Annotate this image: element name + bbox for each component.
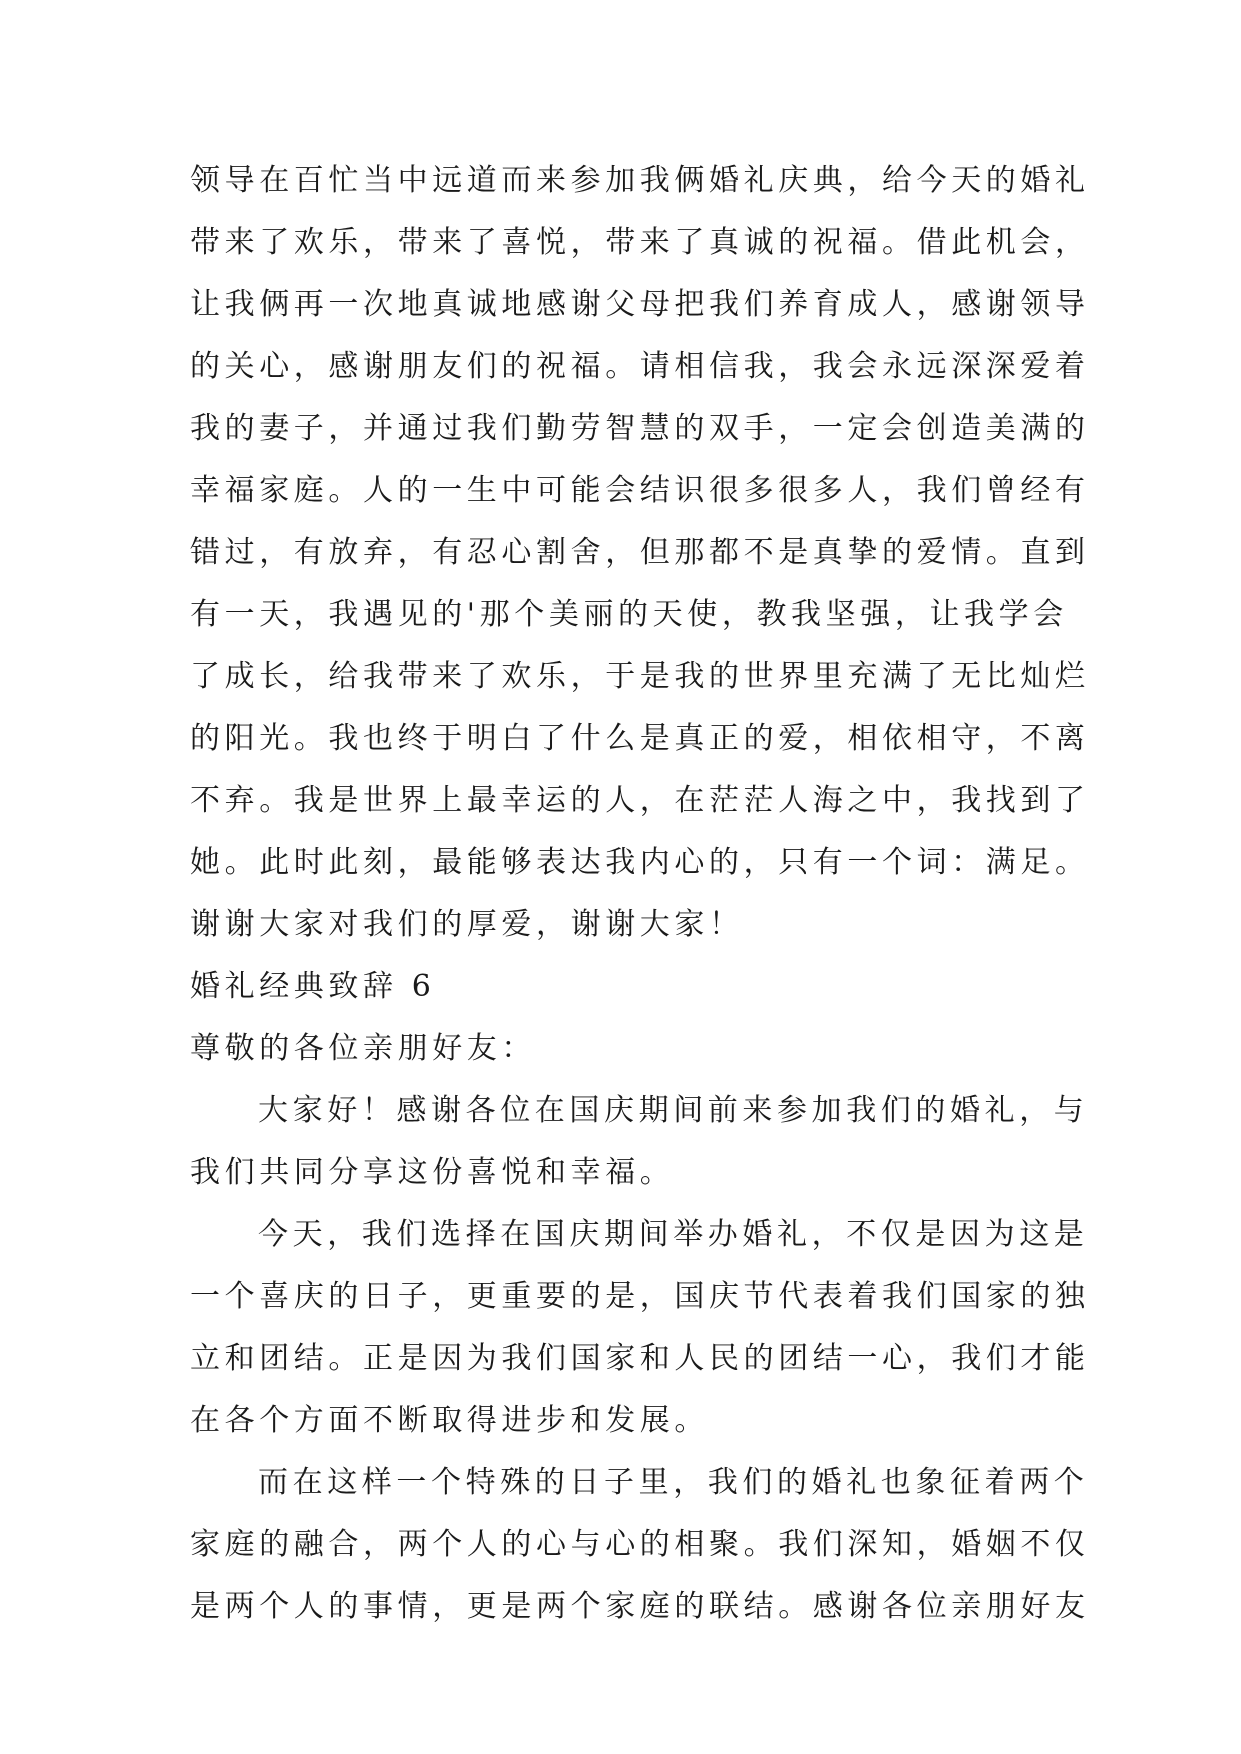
text-line: 而在这样一个特殊的日子里，我们的婚礼也象征着两个 [258,1465,1089,1500]
text-line: 的关心，感谢朋友们的祝福。请相信我，我会永远深深爱着 [190,349,1090,384]
paragraph-1 [190,1080,1089,1204]
section-heading: 婚礼经典致辞 6 [190,969,436,1004]
text-line: 领导在百忙当中远道而来参加我俩婚礼庆典，给今天的婚礼 [190,163,1090,198]
continued-paragraph [190,150,1090,956]
text-line: 了成长，给我带来了欢乐，于是我的世界里充满了无比灿烂 [190,659,1090,694]
text-line: 大家好！感谢各位在国庆期间前来参加我们的婚礼，与 [258,1093,1089,1128]
text-line: 不弃。我是世界上最幸运的人，在茫茫人海之中，我找到了 [190,783,1090,818]
salutation: 尊敬的各位亲朋好友： [190,1031,536,1066]
paragraph-3 [190,1452,1090,1638]
text-line: 带来了欢乐，带来了喜悦，带来了真诚的祝福。借此机会， [190,225,1090,260]
text-line: 我们共同分享这份喜悦和幸福。 [190,1155,675,1190]
text-line: 让我俩再一次地真诚地感谢父母把我们养育成人，感谢领导 [190,287,1090,322]
text-line: 错过，有放弃，有忍心割舍，但那都不是真挚的爱情。直到 [190,535,1090,570]
text-line: 家庭的融合，两个人的心与心的相聚。我们深知，婚姻不仅 [190,1527,1090,1562]
text-line: 幸福家庭。人的一生中可能会结识很多很多人，我们曾经有 [190,473,1090,508]
text-line: 的阳光。我也终于明白了什么是真正的爱，相依相守，不离 [190,721,1090,756]
text-line: 立和团结。正是因为我们国家和人民的团结一心，我们才能 [190,1341,1090,1376]
text-line: 是两个人的事情，更是两个家庭的联结。感谢各位亲朋好友 [190,1589,1090,1624]
text-line: 谢谢大家对我们的厚爱，谢谢大家！ [190,907,744,942]
text-line: 我的妻子，并通过我们勤劳智慧的双手，一定会创造美满的 [190,411,1090,446]
text-line: 她。此时此刻，最能够表达我内心的，只有一个词：满足。 [190,845,1090,880]
text-line: 一个喜庆的日子，更重要的是，国庆节代表着我们国家的独 [190,1279,1090,1314]
paragraph-2 [190,1204,1090,1452]
document-body [190,150,1090,1638]
text-line: 在各个方面不断取得进步和发展。 [190,1403,709,1438]
text-line: 今天，我们选择在国庆期间举办婚礼，不仅是因为这是 [258,1217,1089,1252]
text-line: 有一天，我遇见的'那个美丽的天使，教我坚强，让我学会 [190,597,1068,632]
